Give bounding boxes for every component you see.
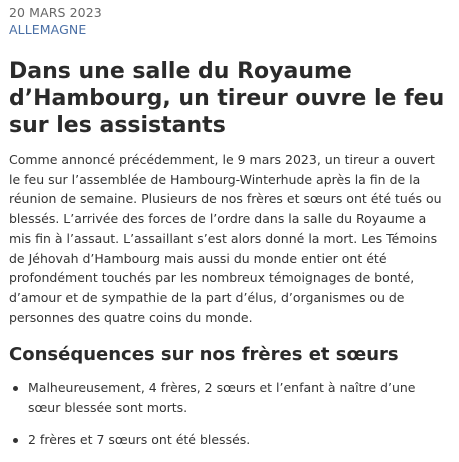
bullet-list [9,378,449,462]
section-heading: Conséquences sur nos frères et sœurs [9,344,399,365]
list-item-text: Malheureusement, 4 frères, 2 sœurs et l’enfant à naître d’une sœur blessée sont morts. [28,380,416,415]
list-item [9,430,449,450]
article-date: 20 MARS 2023 [9,5,102,20]
list-item [9,378,449,418]
article-title: Dans une salle du Royaume d’Hambourg, un tireur ouvre le feu sur les assistants [9,59,445,138]
category-link[interactable]: ALLEMAGNE [9,22,87,37]
bullet-icon [13,386,18,391]
list-item-text: 2 frères et 7 sœurs ont été blessés. [28,432,251,447]
article-body: Comme annoncé précédemment, le 9 mars 2023, un tireur a ouvert le feu sur l’assemblée de Hambourg-Winterhude après la fin de la réunion de semaine. Plusieurs de nos frères et sœurs ont été tués ou blessés. L’arrivée des forces de l’ordre dans la salle du Royaume a mis fin à l’assaut. L’assaillant s’est alors donné la mort. Les Témoins de Jéhovah d’Hambourg mais aussi du monde entier ont été profondément touchés par les nombreux témoignages de bonté, d’amour et de sympathie de la part d’élus, d’organismes ou de personnes des quatre coins du monde. [9,152,442,325]
bullet-icon [13,438,18,443]
